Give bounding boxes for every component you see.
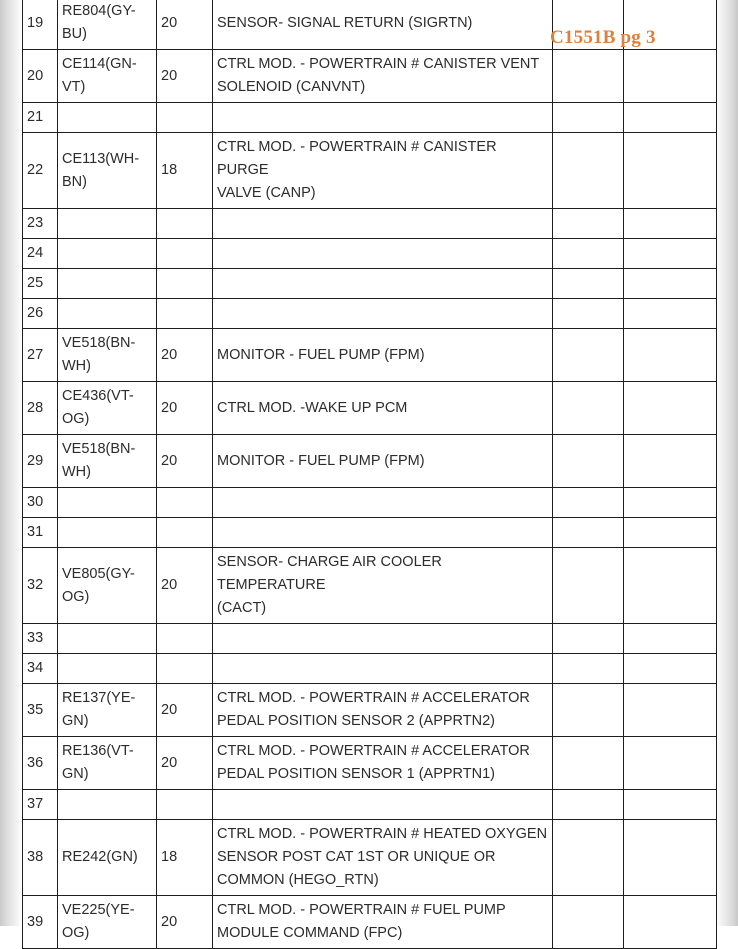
function-cell (213, 518, 553, 548)
page-shadow-left (0, 0, 22, 926)
circuit-cell (58, 654, 157, 684)
extra-cell (553, 50, 624, 103)
extra-cell (553, 435, 624, 488)
gauge-cell (157, 488, 213, 518)
circuit-cell: VE518(BN- WH) (58, 435, 157, 488)
function-cell (213, 239, 553, 269)
extra-cell (624, 50, 717, 103)
extra-cell (553, 684, 624, 737)
pin-number-cell: 23 (23, 209, 58, 239)
table-row (23, 239, 717, 269)
pin-number-cell: 27 (23, 329, 58, 382)
circuit-cell: RE137(YE- GN) (58, 684, 157, 737)
function-cell: CTRL MOD. -WAKE UP PCM (213, 382, 553, 435)
function-cell: CTRL MOD. - POWERTRAIN # HEATED OXYGEN SENSOR POST CAT 1ST OR UNIQUE OR COMMON (HEGO_RTN) (213, 820, 553, 896)
gauge-cell: 20 (157, 435, 213, 488)
gauge-cell (157, 239, 213, 269)
table-row (23, 299, 717, 329)
page-stamp: C1551B pg 3 (550, 27, 656, 48)
pin-number-cell: 31 (23, 518, 58, 548)
extra-cell (553, 790, 624, 820)
function-cell (213, 299, 553, 329)
circuit-cell: CE113(WH- BN) (58, 133, 157, 209)
pin-number-cell: 38 (23, 820, 58, 896)
extra-cell (624, 269, 717, 299)
function-cell (213, 269, 553, 299)
function-cell: SENSOR- CHARGE AIR COOLER TEMPERATURE (CACT) (213, 548, 553, 624)
circuit-cell: CE436(VT- OG) (58, 382, 157, 435)
function-cell (213, 654, 553, 684)
pin-number-cell: 19 (23, 0, 58, 50)
function-cell (213, 624, 553, 654)
gauge-cell: 20 (157, 329, 213, 382)
table-row (23, 548, 717, 624)
gauge-cell (157, 790, 213, 820)
gauge-cell: 20 (157, 0, 213, 50)
table-row (23, 820, 717, 896)
gauge-cell: 20 (157, 50, 213, 103)
extra-cell (553, 820, 624, 896)
table-row (23, 50, 717, 103)
function-cell (213, 103, 553, 133)
circuit-cell: VE518(BN- WH) (58, 329, 157, 382)
table-row (23, 329, 717, 382)
extra-cell (624, 684, 717, 737)
circuit-cell (58, 103, 157, 133)
extra-cell (553, 518, 624, 548)
table-row (23, 518, 717, 548)
extra-cell (624, 329, 717, 382)
function-cell: CTRL MOD. - POWERTRAIN # FUEL PUMP MODULE COMMAND (FPC) (213, 896, 553, 949)
pin-number-cell: 20 (23, 50, 58, 103)
circuit-cell: RE136(VT- GN) (58, 737, 157, 790)
extra-cell (624, 103, 717, 133)
circuit-cell: VE805(GY- OG) (58, 548, 157, 624)
function-cell: CTRL MOD. - POWERTRAIN # CANISTER PURGE VALVE (CANP) (213, 133, 553, 209)
extra-cell (553, 548, 624, 624)
extra-cell (624, 209, 717, 239)
gauge-cell (157, 299, 213, 329)
table-row (23, 684, 717, 737)
function-cell: MONITOR - FUEL PUMP (FPM) (213, 435, 553, 488)
extra-cell (553, 488, 624, 518)
function-cell: CTRL MOD. - POWERTRAIN # ACCELERATOR PEDAL POSITION SENSOR 2 (APPRTN2) (213, 684, 553, 737)
circuit-cell (58, 239, 157, 269)
extra-cell (624, 488, 717, 518)
table-row (23, 382, 717, 435)
extra-cell (553, 133, 624, 209)
circuit-cell (58, 518, 157, 548)
extra-cell (553, 269, 624, 299)
function-cell (213, 488, 553, 518)
extra-cell (624, 435, 717, 488)
pin-number-cell: 26 (23, 299, 58, 329)
extra-cell (624, 820, 717, 896)
extra-cell (624, 654, 717, 684)
function-cell: CTRL MOD. - POWERTRAIN # CANISTER VENT SOLENOID (CANVNT) (213, 50, 553, 103)
table-row (23, 790, 717, 820)
gauge-cell: 20 (157, 896, 213, 949)
gauge-cell: 20 (157, 548, 213, 624)
extra-cell (553, 239, 624, 269)
extra-cell (553, 329, 624, 382)
extra-cell (553, 654, 624, 684)
circuit-cell (58, 488, 157, 518)
pin-number-cell: 35 (23, 684, 58, 737)
pin-number-cell: 37 (23, 790, 58, 820)
circuit-cell (58, 790, 157, 820)
extra-cell (553, 896, 624, 949)
circuit-cell (58, 299, 157, 329)
pin-rows (23, 0, 717, 949)
pin-number-cell: 29 (23, 435, 58, 488)
circuit-cell: RE242(GN) (58, 820, 157, 896)
pin-number-cell: 22 (23, 133, 58, 209)
table-row (23, 209, 717, 239)
circuit-cell: VE225(YE- OG) (58, 896, 157, 949)
connector-pinout-table (22, 0, 717, 949)
table-row (23, 737, 717, 790)
extra-cell (553, 299, 624, 329)
pin-number-cell: 33 (23, 624, 58, 654)
gauge-cell: 18 (157, 133, 213, 209)
gauge-cell (157, 103, 213, 133)
gauge-cell (157, 654, 213, 684)
gauge-cell: 20 (157, 684, 213, 737)
pin-number-cell: 21 (23, 103, 58, 133)
table-row (23, 654, 717, 684)
gauge-cell: 20 (157, 382, 213, 435)
function-cell (213, 209, 553, 239)
extra-cell (553, 737, 624, 790)
extra-cell (624, 133, 717, 209)
table-row (23, 896, 717, 949)
table-row (23, 435, 717, 488)
table-row (23, 133, 717, 209)
pin-number-cell: 36 (23, 737, 58, 790)
table-row (23, 624, 717, 654)
function-cell: CTRL MOD. - POWERTRAIN # ACCELERATOR PEDAL POSITION SENSOR 1 (APPRTN1) (213, 737, 553, 790)
gauge-cell: 18 (157, 820, 213, 896)
table-row (23, 103, 717, 133)
extra-cell (553, 382, 624, 435)
page-shadow-right (716, 0, 738, 926)
circuit-cell (58, 269, 157, 299)
extra-cell (624, 624, 717, 654)
function-cell: SENSOR- SIGNAL RETURN (SIGRTN) (213, 0, 553, 50)
pin-number-cell: 30 (23, 488, 58, 518)
extra-cell (624, 737, 717, 790)
circuit-cell (58, 209, 157, 239)
gauge-cell (157, 624, 213, 654)
table-row (23, 269, 717, 299)
gauge-cell: 20 (157, 737, 213, 790)
function-cell: MONITOR - FUEL PUMP (FPM) (213, 329, 553, 382)
extra-cell (553, 103, 624, 133)
pin-number-cell: 32 (23, 548, 58, 624)
function-cell (213, 790, 553, 820)
extra-cell (624, 790, 717, 820)
pin-number-cell: 34 (23, 654, 58, 684)
circuit-cell: CE114(GN- VT) (58, 50, 157, 103)
gauge-cell (157, 269, 213, 299)
extra-cell (553, 624, 624, 654)
table-row (23, 488, 717, 518)
extra-cell (624, 239, 717, 269)
pin-number-cell: 24 (23, 239, 58, 269)
gauge-cell (157, 209, 213, 239)
circuit-cell: RE804(GY- BU) (58, 0, 157, 50)
circuit-cell (58, 624, 157, 654)
extra-cell (624, 548, 717, 624)
extra-cell (553, 209, 624, 239)
pin-number-cell: 25 (23, 269, 58, 299)
pin-number-cell: 39 (23, 896, 58, 949)
extra-cell (624, 518, 717, 548)
extra-cell (624, 299, 717, 329)
extra-cell (624, 896, 717, 949)
gauge-cell (157, 518, 213, 548)
pin-number-cell: 28 (23, 382, 58, 435)
extra-cell (624, 382, 717, 435)
